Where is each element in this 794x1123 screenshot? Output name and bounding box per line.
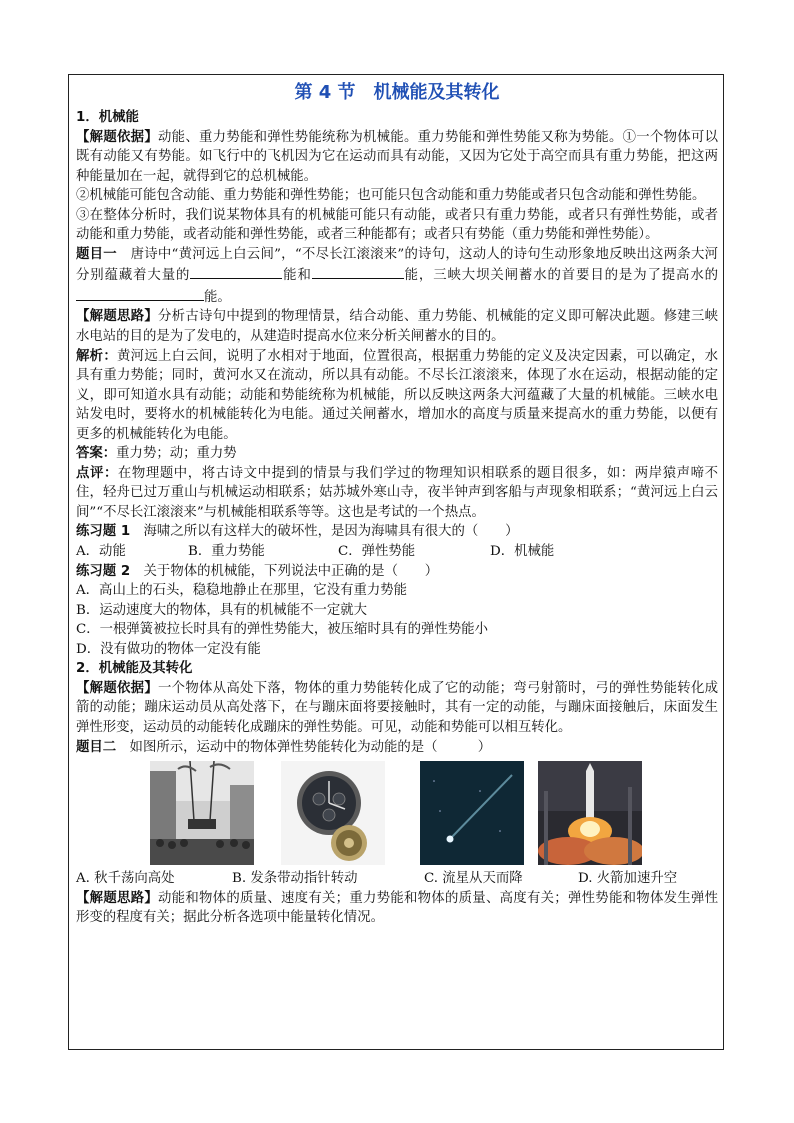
exercise-two [76, 562, 718, 582]
exercise-one-option-d[interactable]: D．机械能 [490, 544, 555, 560]
idea-label: 【解题思路】 [76, 309, 158, 325]
answer-blank-3[interactable] [76, 286, 204, 301]
question-two-option-b[interactable]: B. 发条带动指针转动 [232, 871, 358, 887]
question-two-option-a[interactable]: A. 秋千荡向高处 [76, 871, 175, 887]
exercise-one-option-b[interactable]: B．重力势能 [188, 544, 265, 560]
exercise-one [76, 522, 718, 542]
section-heading-mechanical-energy: 1．机械能 [76, 110, 139, 125]
exercise-one-option-a[interactable]: A．动能 [76, 544, 126, 560]
exercise-two-option-d[interactable]: D．没有做功的物体一定没有能 [76, 641, 261, 657]
question-one-text-c: 能，三峡大坝关闸蓄水的首要目的是为了提高水的 [403, 268, 719, 284]
answer-label: 答案： [76, 446, 117, 462]
question-two-option-c[interactable]: C. 流星从天而降 [424, 871, 523, 887]
comment-text: 在物理题中，将古诗文中提到的情景与我们学过的物理知识相联系的题目很多，如：两岸猿声啼不住，轻舟已过万重山与机械运动相联系；姑苏城外寒山寺，夜半钟声到客船与声现象相联系；“黄河远上白云间”“不尽长江滚滚来”与机械能相联系等等。这也是考试的一个热点。 [76, 465, 719, 520]
exercise-two-label: 练习题 2 [76, 563, 131, 579]
question-two-text: 如图所示，运动中的物体弹性势能转化为动能的是（ ） [116, 739, 492, 755]
exercise-two-option-c[interactable]: C．一根弹簧被拉长时具有的弹性势能大，被压缩时具有的弹性势能小 [76, 622, 488, 638]
question-one-label: 题目一 [76, 246, 117, 262]
question-one-text-d: 能。 [204, 289, 231, 305]
page-title: 第 4 节 机械能及其转化 [294, 82, 500, 103]
image-rocket [538, 761, 642, 865]
document-body [76, 78, 718, 928]
section-heading-energy-conversion: 2．机械能及其转化 [76, 661, 193, 677]
answer-paragraph [76, 444, 718, 464]
question-two-label: 题目二 [76, 739, 117, 755]
basis-paragraph-1 [76, 128, 718, 187]
idea-text-2: 动能和物体的质量、速度有关；重力势能和物体的质量、高度有关；弹性势能和物体发生弹性形变的程度有关；据此分析各选项中能量转化情况。 [76, 890, 719, 926]
basis-text-2: 一个物体从高处下落，物体的重力势能转化成了它的动能；弯弓射箭时，弓的弹性势能转化成箭的动能；蹦床运动员从高处落下，在与蹦床面将要接触时，其有一定的动能，与蹦床面接触后，床面发生弹性形变，运动员的动能转化成蹦床的弹性势能。可见，动能和势能可以相互转化。 [76, 680, 719, 735]
solution-idea-2 [76, 889, 718, 928]
solution-idea-1 [76, 307, 718, 346]
idea-label-2: 【解题思路】 [76, 890, 158, 906]
basis-paragraph-3: ③在整体分析时，我们说某物体具有的机械能可能只有动能，或者只有重力势能，或者只有弹性势能，或者动能和重力势能，或者动能和弹性势能，或者三种能都有；或者只有势能（重力势能和弹性势能）。 [76, 207, 718, 243]
answer-blank-2[interactable] [312, 264, 404, 279]
exercise-one-option-c[interactable]: C．弹性势能 [338, 544, 416, 560]
basis-paragraph-2: ②机械能可能包含动能、重力势能和弹性势能；也可能只包含动能和重力势能或者只包含动能和弹性势能。 [76, 188, 706, 204]
basis-label: 【解题依据】 [76, 129, 158, 145]
question-two [76, 738, 718, 758]
image-meteor [420, 761, 524, 865]
exercise-one-options [76, 542, 718, 562]
basis-text: 动能、重力势能和弹性势能统称为机械能。重力势能和弹性势能又称为势能。①一个物体可以既有动能又有势能。如飞行中的飞机因为它在运动而具有动能，又因为它处于高空而具有重力势能，把这两种能量加在一起，就得到它的总机械能。 [76, 129, 719, 184]
basis-paragraph-4 [76, 679, 718, 738]
analysis-label: 解析： [76, 348, 117, 364]
basis-label-2: 【解题依据】 [76, 680, 158, 696]
exercise-one-text: 海啸之所以有这样大的破坏性，是因为海啸具有很大的（ ） [130, 524, 519, 540]
question-two-images [76, 761, 718, 867]
question-two-options [76, 869, 718, 889]
analysis-paragraph [76, 347, 718, 445]
question-one-text-b: 能和 [282, 268, 312, 284]
analysis-text: 黄河远上白云间，说明了水相对于地面，位置很高，根据重力势能的定义及决定因素，可以确定，水具有重力势能；同时，黄河水又在流动，所以具有动能。不尽长江滚滚来，体现了水在运动，根据动能的定义，即可知道水具有动能；动能和势能统称为机械能，所以反映这两条大河蕴藏了大量的机械能。三峡水电站发电时，要将水的机械能转化为电能。通过关闸蓄水，增加水的高度与质量来提高水的重力势能，以便有更多的机械能转化为电能。 [76, 348, 719, 442]
answer-blank-1[interactable] [190, 264, 282, 279]
exercise-two-text: 关于物体的机械能，下列说法中正确的是（ ） [130, 563, 439, 579]
idea-text: 分析古诗句中提到的物理情景，结合动能、重力势能、机械能的定义即可解决此题。修建三峡水电站的目的是为了发电的，从建造时提高水位来分析关闸蓄水的目的。 [76, 309, 719, 345]
image-watch [281, 761, 385, 865]
question-one-text-a: 唐诗中“黄河远上白云间”，“不尽长江滚滚来”的诗句，这动人的诗句生动形象地反映出这两条大河分别蕴藏着大量的 [76, 246, 719, 284]
image-swing [150, 761, 254, 865]
question-one [76, 245, 718, 308]
exercise-one-label: 练习题 1 [76, 524, 131, 540]
answer-text: 重力势；动；重力势 [116, 446, 237, 462]
comment-label: 点评： [76, 465, 118, 481]
exercise-two-option-b[interactable]: B．运动速度大的物体，具有的机械能不一定就大 [76, 602, 368, 618]
question-two-option-d[interactable]: D. 火箭加速升空 [578, 871, 678, 887]
exercise-two-option-a[interactable]: A．高山上的石头，稳稳地静止在那里，它没有重力势能 [76, 583, 408, 599]
comment-paragraph [76, 464, 718, 523]
